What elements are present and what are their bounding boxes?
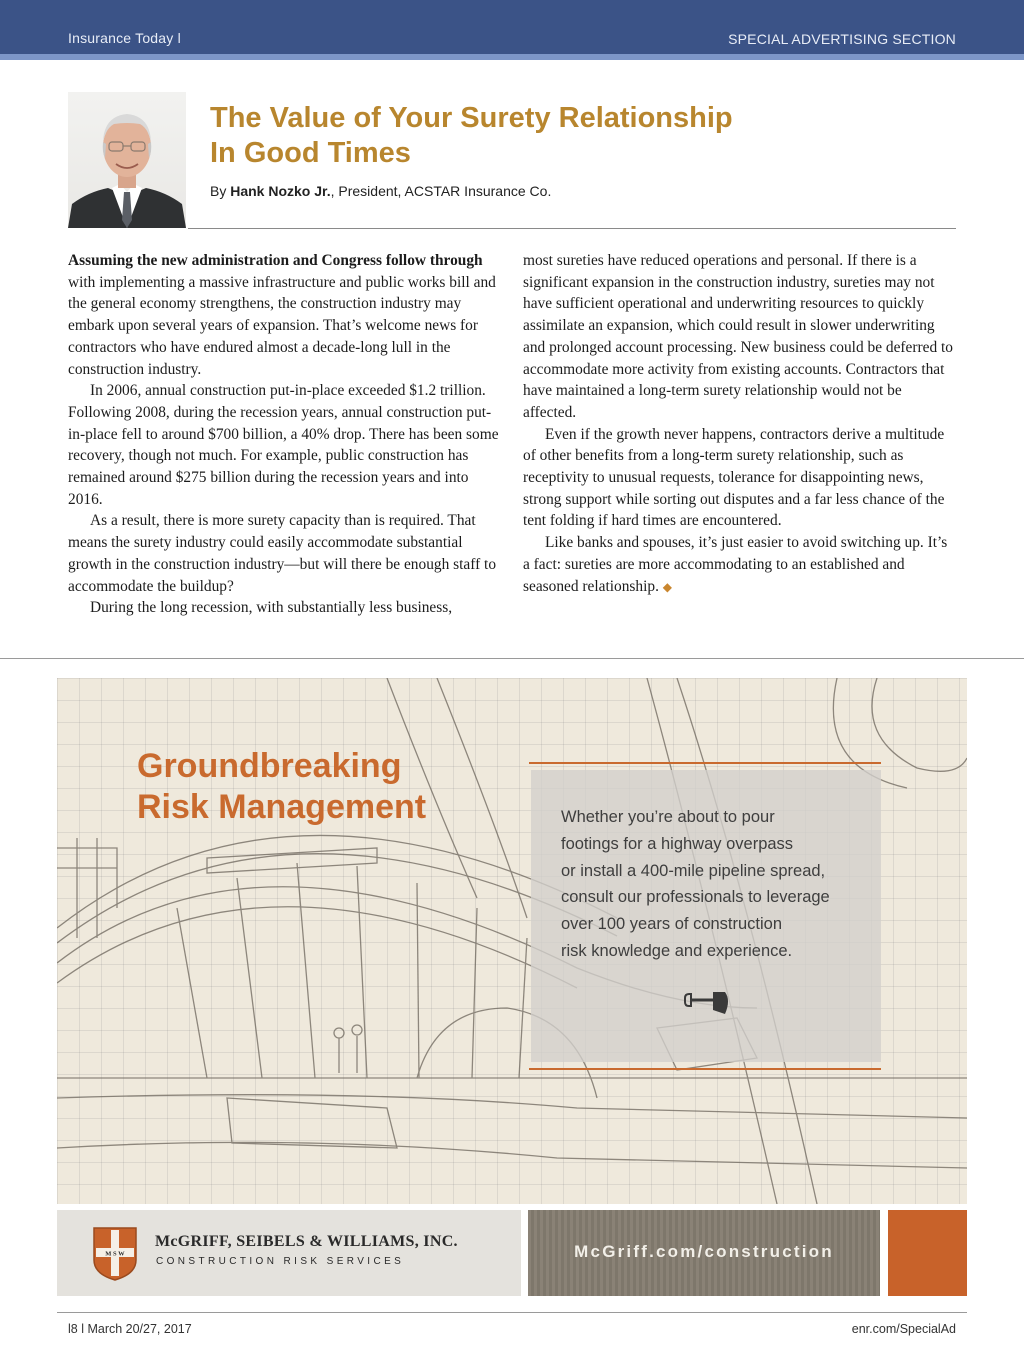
title-divider (188, 228, 956, 229)
ad-copy-line: risk knowledge and experience. (561, 941, 793, 960)
paragraph-6-text: Like banks and spouses, it’s just easier to avoid switching up. It’s a fact: sureties are more accommodating to an established and seasoned relationship. (523, 534, 948, 595)
paragraph-4-continued: most sureties have reduced operations and personal. If there is a significant expansion in the construction industry, sureties may not have sufficient operational and underwriting resources to quickly assimilate an expansion, which could result in slower underwriting and prolonged account processing. New business could be deferred to accommodate more activity from existing accounts. Contractors that have maintained a long-term surety relationship would not be affected. (523, 252, 953, 421)
paragraph-3: As a result, there is more surety capacity than is required. That means the surety industry could easily accommodate substantial growth in the construction industry—but will there be enough staff to accommodate the buildup? (68, 512, 497, 595)
site-url[interactable]: enr.com/SpecialAd (851, 1322, 956, 1336)
paragraph-4: During the long recession, with substantially less business, (90, 599, 453, 617)
article-column-left (68, 250, 500, 619)
title-line-2: In Good Times (210, 137, 411, 169)
author-portrait-image (68, 92, 186, 228)
paragraph-5: Even if the growth never happens, contractors derive a multitude of other benefits from a long-term surety relationship, such as receptivity to unusual requests, tolerance for disappointing news, strong support while sorting out disputes and a far less chance of the tent folding if hard times are encountered. (523, 425, 945, 530)
end-mark-icon: ◆ (662, 579, 673, 594)
ad-copy-line: consult our professionals to leverage (561, 888, 830, 907)
byline (210, 183, 551, 199)
lead-bold: Assuming the new administration and Congress follow through (68, 252, 483, 269)
byline-author: Hank Nozko Jr. (230, 183, 331, 199)
ad-copy-line: Whether you’re about to pour (561, 808, 775, 826)
shield-letters: M S W (105, 1250, 125, 1258)
paragraph-6 (523, 532, 955, 598)
ad-headline-line-1: Groundbreaking (137, 747, 402, 785)
msw-shield-logo-icon (92, 1226, 138, 1282)
ad-box-top-rule (529, 762, 881, 764)
footer-divider (57, 1312, 967, 1313)
article-title (210, 101, 910, 171)
shovel-icon (683, 990, 733, 1016)
byline-suffix: , President, ACSTAR Insurance Co. (330, 183, 552, 199)
company-name: McGRIFF, SEIBELS & WILLIAMS, INC. (155, 1233, 458, 1250)
ad-headline-line-2: Risk Management (137, 788, 427, 826)
ad-box-bottom-rule (529, 1068, 881, 1070)
ad-copy (561, 804, 871, 965)
ad-copy-line: over 100 years of construction (561, 915, 783, 934)
lead-paragraph (68, 250, 500, 380)
section-divider (0, 658, 1024, 659)
ad-headline (137, 746, 426, 828)
lead-rest: with implementing a massive infrastructure and public works bill and the general economy strengthens, the construction industry may embark upon several years of expansion. That’s welcome news for contractors who have endured almost a decade-long lull in the construction industry. (68, 273, 496, 378)
ad-copy-line: footings for a highway overpass (561, 834, 794, 853)
advertisement (57, 678, 967, 1204)
header-stripe (0, 54, 1024, 60)
orange-accent-panel (888, 1210, 967, 1296)
section-label: SPECIAL ADVERTISING SECTION (728, 31, 956, 47)
ad-copy-line: or install a 400-mile pipeline spread, (561, 861, 826, 880)
page-info: l8 l March 20/27, 2017 (68, 1322, 192, 1336)
author-photo (68, 92, 186, 228)
company-url-link[interactable]: McGriff.com/construction (574, 1242, 834, 1261)
title-line-1: The Value of Your Surety Relationship (210, 102, 733, 134)
publication-name: Insurance Today l (68, 30, 181, 46)
byline-prefix: By (210, 183, 231, 199)
article-column-right (523, 250, 955, 598)
paragraph-2: In 2006, annual construction put-in-place exceeded $1.2 trillion. Following 2008, during the recession years, annual construction put-in-place fell to around $700 billion, a 40% drop. There has been some recovery, though not much. For example, public construction has remained around $275 billion during the recession years and into 2016. (68, 382, 499, 508)
company-subtitle: CONSTRUCTION RISK SERVICES (156, 1256, 405, 1267)
